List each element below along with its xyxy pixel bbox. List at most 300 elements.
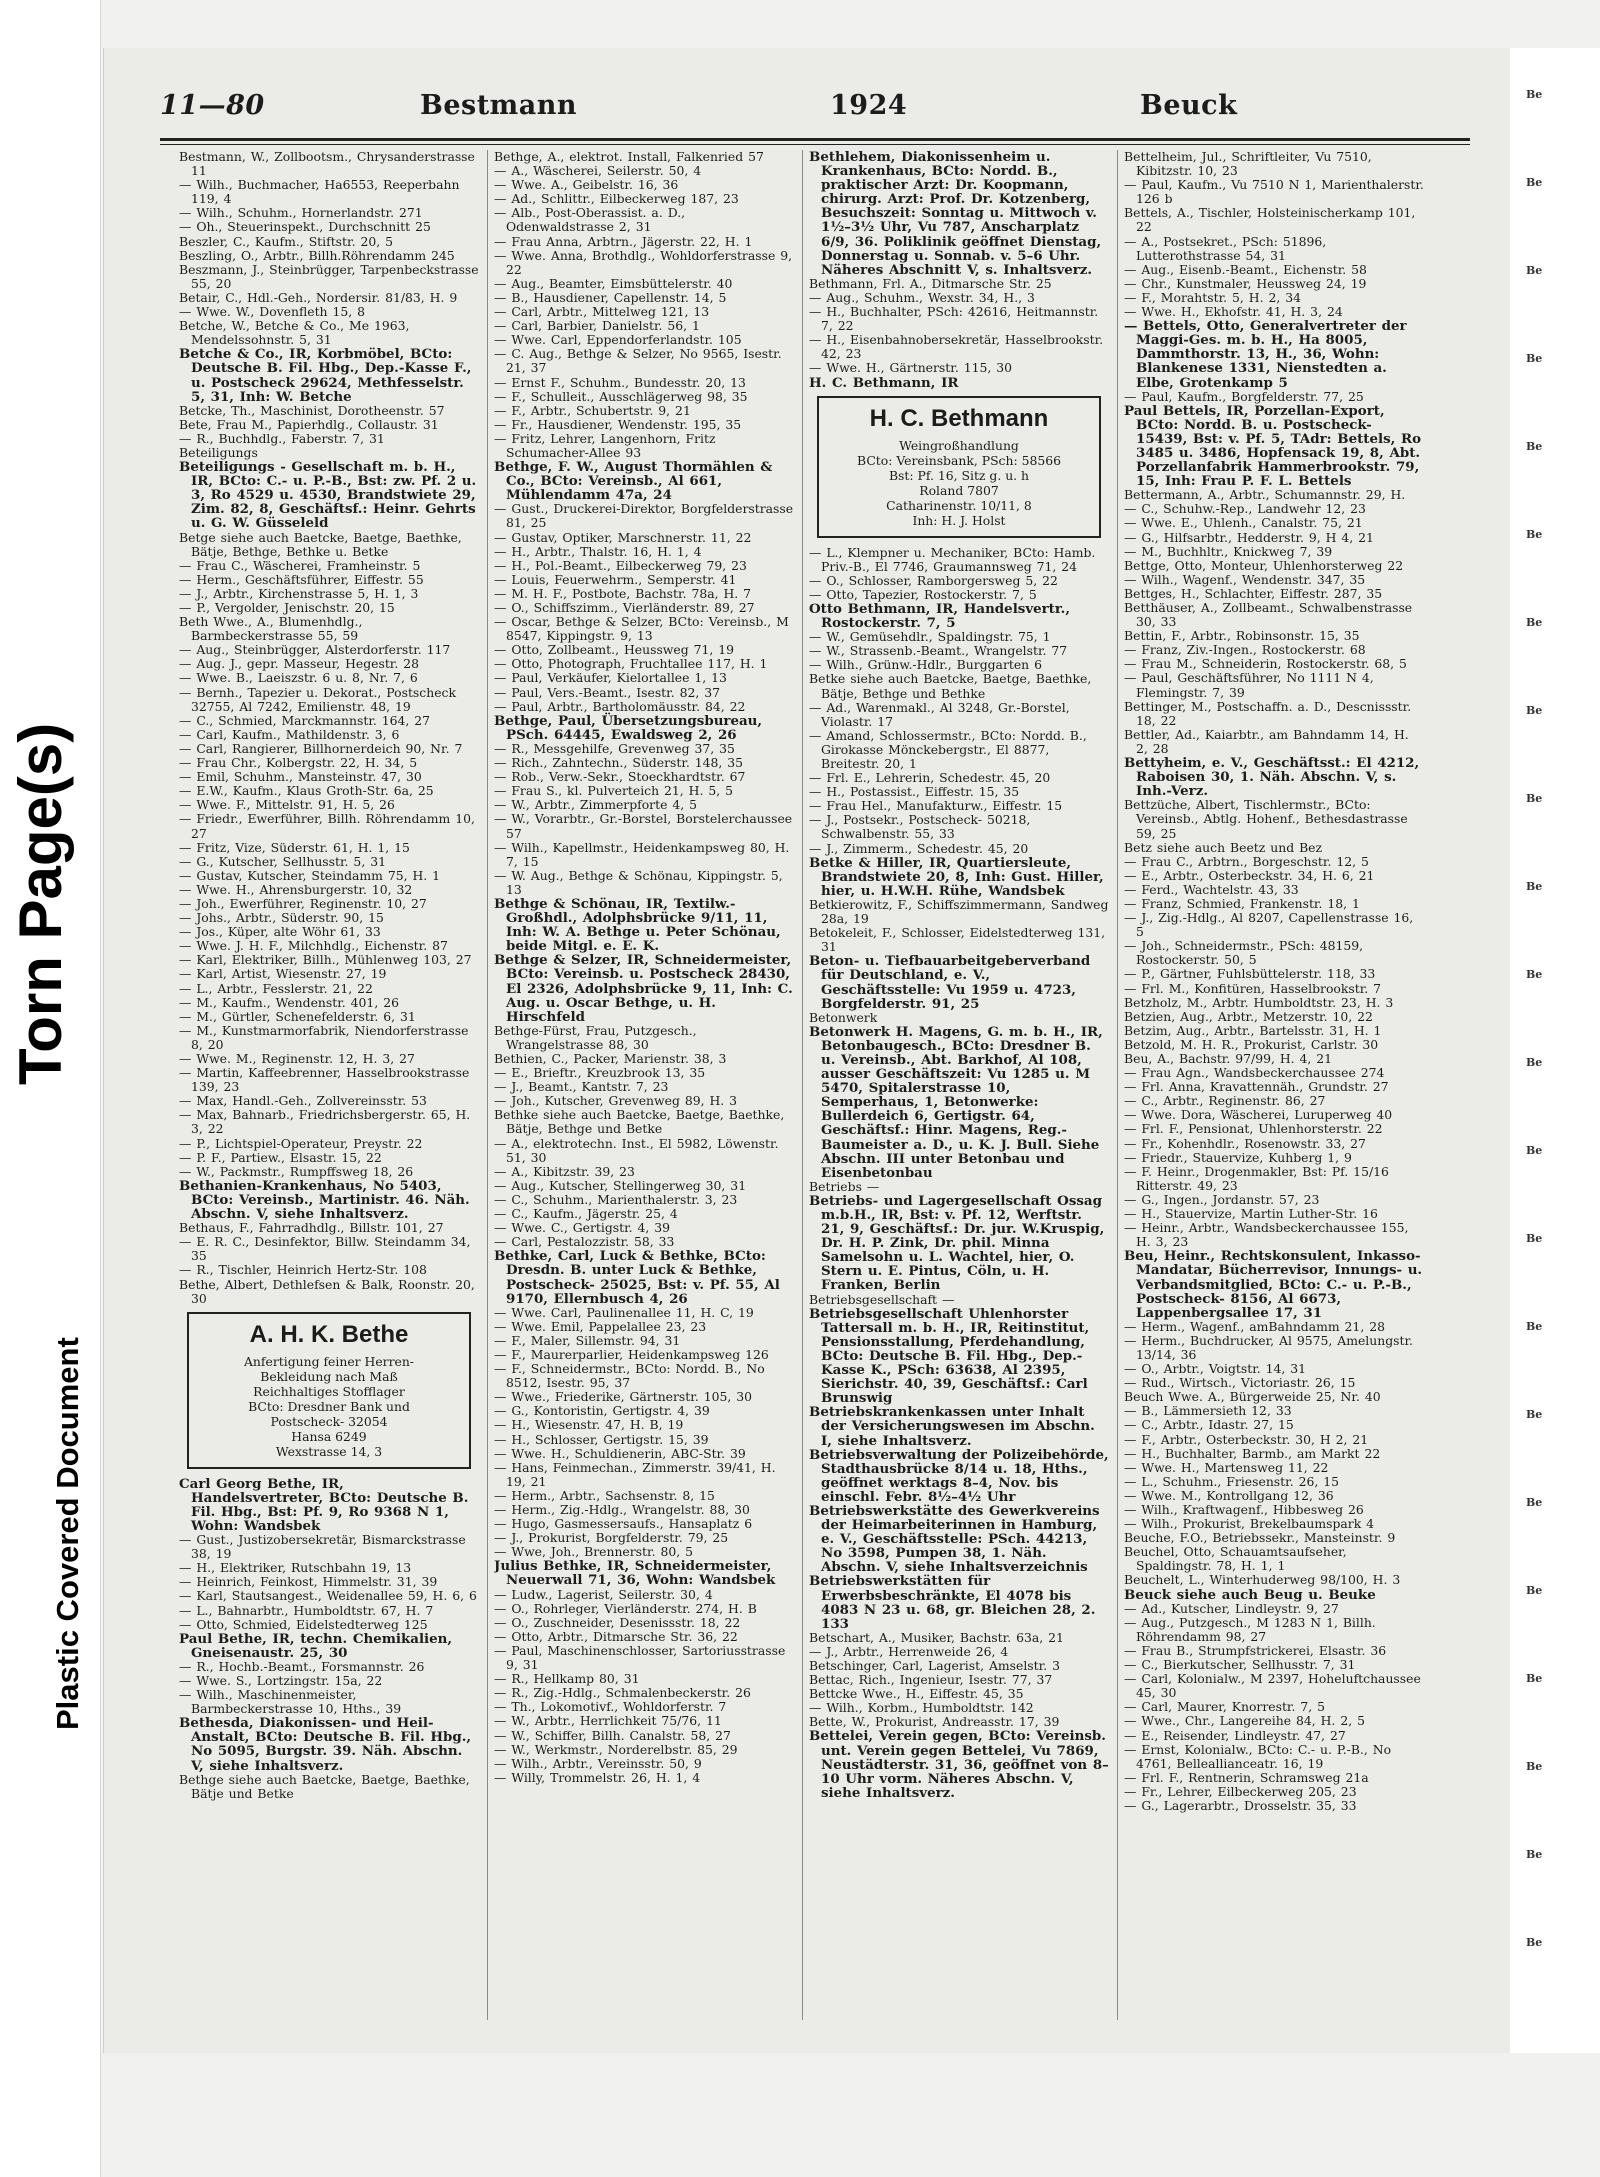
directory-entry: Bette, W., Prokurist, Andreasstr. 17, 39	[809, 1714, 1060, 1730]
directory-entry: — Chr., Kunstmaler, Heussweg 24, 19	[1124, 275, 1367, 291]
directory-entry: — Alb., Post-Oberassist. a. D., Odenwaldstrasse 2, 31	[494, 205, 686, 235]
directory-entry: Bethaus, F., Fahrradhdlg., Billstr. 101, 27	[179, 1220, 444, 1236]
directory-column-4	[1124, 150, 1424, 2020]
directory-entry: — Paul, Maschinenschlosser, Sartoriusstrasse 9, 31	[494, 1642, 786, 1673]
directory-entry: — Emil, Schuhm., Mansteinstr. 47, 30	[179, 769, 422, 785]
directory-entry: — J., Prokurist, Borgfelderstr. 79, 25	[494, 1530, 729, 1546]
directory-entry: — A., Wäscherei, Seilerstr. 50, 4	[494, 163, 702, 179]
directory-entry: — Oscar, Bethge & Selzer, BCto: Vereinsb., M 8547, Kippingstr. 9, 13	[494, 614, 789, 644]
directory-entry: — L., Schuhm., Friesenstr. 26, 15	[1124, 1473, 1339, 1489]
directory-entry: — C. Aug., Bethge & Selzer, No 9565, Isestr. 21, 37	[494, 346, 782, 376]
adjacent-page-fragment: Be	[1526, 968, 1543, 981]
directory-entry: — Gust., Justizobersekretär, Bismarckstrasse 38, 19	[179, 1532, 466, 1562]
directory-entry: — H., Postassist., Eiffestr. 15, 35	[809, 784, 1020, 800]
directory-entry: — Frau M., Schneiderin, Rostockerstr. 68, 5	[1124, 656, 1407, 672]
directory-entry: — Aug., Beamter, Eimsbüttelerstr. 40	[494, 275, 733, 291]
directory-entry: Bethke siehe auch Baetcke, Baetge, Baethke, Bätje, Bethge und Betke	[494, 1107, 785, 1137]
directory-entry: — Paul, Arbtr., Bartholomäusstr. 84, 22	[494, 698, 746, 714]
directory-entry: Beszling, O., Arbtr., Billh.Röhrendamm 245	[179, 247, 455, 263]
advertisement-line: Roland 7807	[919, 482, 999, 498]
directory-entry: — Bettels, Otto, Generalvertreter der Maggi-Ges. m. b. H., Ha 8005, Dammthorstr. 13, H., 36, Wohn: Blankenese 1331, Nienstedten a. Elbe, Grotenkamp 5	[1124, 318, 1407, 391]
directory-entry: — R., Zig.-Hdlg., Schmalenbeckerstr. 26	[494, 1685, 751, 1701]
directory-entry: — Wwe. W., Dovenfleth 15, 8	[179, 304, 365, 320]
directory-entry: — Frau S., kl. Pulverteich 21, H. 5, 5	[494, 783, 734, 799]
directory-entry: Bethesda, Diakonissen- und Heil-Anstalt, BCto: Deutsche B. Fil. Hbg., No 5095, Burgstr. 39. Näh. Abschn. V, siehe Inhaltsverz.	[179, 1715, 472, 1774]
adjacent-page-fragment: Be	[1526, 616, 1543, 629]
directory-column-2	[494, 150, 794, 2020]
directory-entry: Bettler, Ad., Kaiarbtr., am Bahndamm 14, H. 2, 28	[1124, 726, 1409, 756]
directory-entry: Beuche, F.O., Betriebssekr., Mansteinstr. 9	[1124, 1530, 1396, 1546]
advertisement-title: A. H. K. Bethe	[249, 1320, 409, 1348]
directory-entry: — Wilh., Schuhm., Hornerlandstr. 271	[179, 205, 423, 221]
directory-column-1	[179, 150, 479, 2020]
directory-entry: — F., Maurerparlier, Heidenkampsweg 126	[494, 1346, 769, 1362]
directory-entry: — W., Werkmstr., Norderelbstr. 85, 29	[494, 1741, 738, 1757]
advertisement-line: BCto: Dresdner Bank und	[248, 1398, 410, 1414]
directory-page	[103, 48, 1511, 2053]
directory-entry: — O., Arbtr., Voigtstr. 14, 31	[1124, 1361, 1307, 1377]
adjacent-page-fragment: Be	[1526, 1144, 1543, 1157]
directory-entry: — W. Aug., Bethge & Schönau, Kippingstr. 5, 13	[494, 867, 783, 897]
directory-entry: — Aug., Kutscher, Stellingerweg 30, 31	[494, 1177, 747, 1193]
directory-entry: — H., Eisenbahnobersekretär, Hasselbrookstr. 42, 23	[809, 332, 1104, 362]
directory-entry: — Frau Chr., Kolbergstr. 22, H. 34, 5	[179, 755, 418, 771]
directory-entry: — H., Elektriker, Rutschbahn 19, 13	[179, 1560, 412, 1576]
directory-entry: Carl Georg Bethe, IR, Handelsvertreter, BCto: Deutsche B. Fil. Hbg., Bst: Pf. 9, Ro 9368 N 1, Wohn: Wandsbek	[179, 1475, 469, 1534]
directory-entry: — Carl, Rangierer, Billhornerdeich 90, Nr. 7	[179, 740, 463, 756]
directory-entry: Bettin, F., Arbtr., Robinsonstr. 15, 35	[1124, 628, 1360, 644]
directory-entry: Bettzüche, Albert, Tischlermstr., BCto: Vereinsb., Abtlg. Hohenf., Bethesdastrasse 59, 25	[1124, 797, 1408, 841]
directory-entry: Betche & Co., IR, Korbmöbel, BCto: Deutsche B. Fil. Hbg., Dep.-Kasse F., u. Postscheck 29624, Methfesselstr. 5, 31, Inh: W. Betche	[179, 346, 472, 405]
directory-entry: — Herm., Arbtr., Sachsenstr. 8, 15	[494, 1487, 715, 1503]
adjacent-page-fragment: Be	[1526, 1760, 1543, 1773]
directory-entry: — Wwe. Carl, Paulinenallee 11, H. C, 19	[494, 1304, 754, 1320]
directory-entry: — Wwe. S., Lortzingstr. 15a, 22	[179, 1673, 383, 1688]
directory-entry: — W., Packmstr., Rumpffsweg 18, 26	[179, 1163, 414, 1179]
directory-entry: — A., Kibitzstr. 39, 23	[494, 1163, 635, 1179]
column-divider	[487, 150, 488, 2020]
directory-entry: Betke siehe auch Baetcke, Baetge, Baethke, Bätje, Bethge und Bethke	[809, 671, 1092, 701]
page-number: 11—80	[160, 90, 265, 121]
directory-entry: Paul Bethe, IR, techn. Chemikalien, Gneisenaustr. 25, 30	[179, 1630, 453, 1661]
directory-entry: — Th., Lokomotivf., Wohldorferstr. 7	[494, 1699, 727, 1715]
directory-entry: — C., Arbtr., Reginenstr. 86, 27	[1124, 1093, 1326, 1109]
directory-entry: — Paul, Verkäufer, Kielortallee 1, 13	[494, 670, 727, 686]
directory-entry: — Friedr., Stauervize, Kuhberg 1, 9	[1124, 1149, 1352, 1165]
advertisement-line: Bst: Pf. 16, Sitz g. u. h	[888, 467, 1030, 483]
directory-entry: — W., Schiffer, Billh. Canalstr. 58, 27	[494, 1727, 731, 1743]
advertisement-line: Bekleidung nach Maß	[260, 1368, 398, 1384]
directory-entry: Beuck siehe auch Beug u. Beuke	[1124, 1586, 1376, 1603]
directory-entry: — Frl. F., Pensionat, Uhlenhorsterstr. 22	[1124, 1121, 1383, 1137]
directory-entry: — Ernst, Kolonialw., BCto: C.- u. P.-B., No 4761, Belleallianceatr. 16, 19	[1124, 1741, 1392, 1771]
directory-entry: — Wwe. Emil, Pappelallee 23, 23	[494, 1318, 707, 1334]
directory-entry: — J., Zimmerm., Schedestr. 45, 20	[809, 840, 1029, 856]
directory-entry: — F., Arbtr., Osterbeckstr. 30, H 2, 21	[1124, 1431, 1369, 1447]
directory-entry: — E., Arbtr., Osterbeckstr. 34, H. 6, 21	[1124, 867, 1375, 883]
torn-pages-label: Torn Page(s)	[7, 722, 74, 1085]
directory-entry: — Otto, Photograph, Fruchtallee 117, H. 1	[494, 656, 768, 672]
directory-entry: — P. F., Partiew., Elsastr. 15, 22	[179, 1149, 382, 1165]
adjacent-page-fragment: Be	[1526, 1320, 1543, 1333]
directory-entry: — Paul, Vers.-Beamt., Isestr. 82, 37	[494, 684, 721, 700]
directory-entry: — J., Arbtr., Kirchenstrasse 5, H. 1, 3	[179, 585, 419, 601]
directory-entry: — Wilh., Grünw.-Hdlr., Burggarten 6	[809, 657, 1042, 673]
directory-entry: — O., Rohrleger, Vierländerstr. 274, H. B	[494, 1600, 757, 1616]
directory-entry: Betke & Hiller, IR, Quartiersleute, Brandstwiete 20, 8, Inh: Gust. Hiller, hier, u. H.W.H. Rühe, Wandsbek	[809, 854, 1104, 899]
directory-entry: — Aug., Schuhm., Wexstr. 34, H., 3	[809, 289, 1035, 305]
directory-entry: — Herm., Buchdrucker, Al 9575, Amelungstr. 13/14, 36	[1124, 1332, 1413, 1362]
directory-entry: — M., Buchhltr., Knickweg 7, 39	[1124, 543, 1333, 559]
directory-entry: — Aug., Steinbrügger, Alsterdorferstr. 117	[179, 642, 451, 658]
left-sidebar-label-strip	[0, 0, 101, 2177]
directory-entry: — P., Vergolder, Jenischstr. 20, 15	[179, 600, 395, 615]
directory-entry: — Wilh., Wagenf., Wendenstr. 347, 35	[1124, 571, 1366, 587]
directory-entry: — C., Arbtr., Idastr. 27, 15	[1124, 1417, 1294, 1433]
directory-entry: — E. R. C., Desinfektor, Billw. Steindamm 34, 35	[179, 1234, 471, 1264]
directory-entry: Bettac, Rich., Ingenieur, Isestr. 77, 37	[809, 1672, 1053, 1688]
directory-entry: — F., Maler, Sillemstr. 94, 31	[494, 1332, 681, 1348]
directory-entry: — R., Hochb.-Beamt., Forsmannstr. 26	[179, 1658, 425, 1674]
directory-entry: — W., Gemüsehdlr., Spaldingstr. 75, 1	[809, 629, 1051, 645]
directory-entry: — Franz, Ziv.-Ingen., Rostockerstr. 68	[1124, 642, 1366, 658]
adjacent-page-fragment: Be	[1526, 1584, 1543, 1597]
directory-entry: — R., Hellkamp 80, 31	[494, 1671, 640, 1687]
directory-entry: — W., Strassenb.-Beamt., Wrangelstr. 77	[809, 643, 1068, 659]
directory-entry: — Herm., Geschäftsführer, Eiffestr. 55	[179, 571, 424, 587]
directory-entry: — Rud., Wirtsch., Victoriastr. 26, 15	[1124, 1375, 1356, 1391]
advertisement-line: Catharinenstr. 10/11, 8	[886, 497, 1032, 513]
directory-entry: Betschinger, Carl, Lagerist, Amselstr. 3	[809, 1658, 1060, 1673]
directory-entry: Betz siehe auch Beetz und Bez	[1124, 839, 1323, 855]
directory-entry: Bethge, F. W., August Thormählen & Co., BCto: Vereinsb., Al 661, Mühlendamm 47a, 24	[494, 459, 773, 504]
directory-entry: Beuchelt, L., Winterhuderweg 98/100, H. 3	[1124, 1572, 1401, 1588]
directory-entry: — L., Arbtr., Fesslerstr. 21, 22	[179, 980, 373, 996]
directory-entry: Betriebswerkstätte des Gewerkvereins der Heimarbeiterinnen in Hamburg, e. V., Geschäftsstelle: PSch. 44213, No 3598, Pumpen 38, 1. Näh. Abschn. V, siehe Inhaltsverzeichnis	[809, 1502, 1100, 1576]
advertisement-line: Hansa 6249	[291, 1428, 367, 1444]
directory-entry: — Frau B., Strumpfstrickerei, Elsastr. 36	[1124, 1642, 1387, 1658]
directory-entry: Betthäuser, A., Zollbeamt., Schwalbenstrasse 30, 33	[1124, 600, 1413, 630]
directory-entry: — Aug., Putzgesch., M 1283 N 1, Billh. Röhrendamm 98, 27	[1124, 1614, 1376, 1644]
directory-entry: Betriebs —	[809, 1178, 880, 1194]
advertisement-line: Weingroßhandlung	[899, 437, 1019, 453]
directory-entry: — Louis, Feuerwehrm., Semperstr. 41	[494, 571, 737, 587]
directory-entry: — F. Heinr., Drogenmakler, Bst: Pf. 15/16 Ritterstr. 49, 23	[1124, 1163, 1389, 1193]
directory-entry: Bettermann, A., Arbtr., Schumannstr. 29, H.	[1124, 487, 1406, 503]
directory-entry: — Karl, Artist, Wiesenstr. 27, 19	[179, 966, 387, 982]
adjacent-page-fragment: Be	[1526, 88, 1543, 101]
directory-entry: — Otto, Arbtr., Ditmarsche Str. 36, 22	[494, 1628, 738, 1644]
directory-entry: — Aug., Eisenb.-Beamt., Eichenstr. 58	[1124, 261, 1367, 277]
directory-entry: — Wwe. J. H. F., Milchhdlg., Eichenstr. 87	[179, 938, 448, 954]
directory-entry: — Fr., Kohenhdlr., Rosenowstr. 33, 27	[1124, 1135, 1366, 1151]
directory-entry: — J., Postsekr., Postscheck- 50218, Schwalbenstr. 55, 33	[809, 812, 1031, 842]
directory-entry: — Hans, Feinmechan., Zimmerstr. 39/41, H. 19, 21	[494, 1459, 776, 1489]
adjacent-page-fragment: Be	[1526, 792, 1543, 805]
directory-column-3	[809, 150, 1109, 2020]
directory-entry: — Wwe. M., Kontrollgang 12, 36	[1124, 1487, 1334, 1503]
directory-entry: — Wwe. H., Ahrensburgerstr. 10, 32	[179, 881, 413, 897]
adjacent-page-fragment: Be	[1526, 1056, 1543, 1069]
directory-entry: — M. H. F., Postbote, Bachstr. 78a, H. 7	[494, 585, 752, 601]
advertisement-line: Reichhaltiges Stofflager	[253, 1383, 405, 1399]
directory-entry: — G., Ingen., Jordanstr. 57, 23	[1124, 1191, 1320, 1207]
advertisement-line: BCto: Vereinsbank, PSch: 58566	[856, 452, 1062, 468]
directory-entry: Bethmann, Frl. A., Ditmarsche Str. 25	[809, 275, 1052, 291]
directory-entry: — Paul, Geschäftsführer, No 1111 N 4, Flemingstr. 7, 39	[1124, 670, 1374, 700]
directory-entry: Bettcke Wwe., H., Eiffestr. 45, 35	[809, 1686, 1024, 1702]
directory-entry: Paul Bettels, IR, Porzellan-Export, BCto: Nordd. B. u. Postscheck- 15439, Bst: v. Pf. 5, TAdr: Bettels, Ro 3485 u. 3486, Hopfensack 19, 8, Abt. Porzellanfabrik Hammerbrookstr. 79, 15, Inh: Frau P. F. L. Bettels	[1124, 402, 1422, 490]
advertisement-box	[817, 396, 1101, 538]
directory-entry: — M., Kunstmarmorfabrik, Niendorferstrasse 8, 20	[179, 1022, 469, 1052]
directory-entry: Bettge, Otto, Monteur, Uhlenhorsterweg 22	[1124, 557, 1404, 573]
header-first-name: Bestmann	[420, 90, 577, 121]
directory-entry: — G., Kontoristin, Gertigstr. 4, 39	[494, 1403, 710, 1419]
directory-entry: Bethge siehe auch Baetcke, Baetge, Baethke, Bätje und Betke	[179, 1771, 470, 1801]
directory-entry: — M., Kaufm., Wendenstr. 401, 26	[179, 994, 399, 1010]
directory-entry: — O., Schlosser, Ramborgersweg 5, 22	[809, 572, 1058, 588]
directory-entry: Julius Bethke, IR, Schneidermeister, Neuerwall 71, 36, Wohn: Wandsbek	[494, 1558, 776, 1589]
directory-entry: — J., Arbtr., Herrenweide 26, 4	[809, 1643, 1009, 1659]
directory-entry: Bettinger, M., Postschaffn. a. D., Descnissstr. 18, 22	[1124, 698, 1412, 728]
directory-entry: — Carl, Pestalozzistr. 58, 33	[494, 1234, 675, 1250]
directory-entry: — P., Gärtner, Fuhlsbüttelerstr. 118, 33	[1124, 966, 1376, 982]
directory-entry: — Ad., Warenmakl., Al 3248, Gr.-Borstel, Violastr. 17	[809, 699, 1070, 729]
directory-entry: Bethlehem, Diakonissenheim u. Krankenhaus, BCto: Nordd. B., praktischer Arzt: Dr. Koopmann, chirurg. Arzt: Prof. Dr. Kotzenberg, Besuchszeit: Sonntag u. Mittwoch v. 1½–3½ Uhr, Vu 787, Anscharplatz 6/9, 36. Poliklinik geöffnet Dienstag, Donnerstag u. Sonnab. v. 5–6 Uhr. Näheres Abschnitt V, s. Inhaltsverz.	[809, 150, 1102, 278]
directory-entry: — J., Zig.-Hdlg., Al 8207, Capellenstrasse 16, 5	[1124, 910, 1414, 940]
advertisement-line: Postscheck- 32054	[270, 1413, 388, 1429]
directory-entry: — Carl, Barbier, Danielstr. 56, 1	[494, 318, 700, 334]
directory-entry: — Wwe. B., Laeiszstr. 6 u. 8, Nr. 7, 6	[179, 670, 418, 686]
adjacent-page-fragment: Be	[1526, 1496, 1543, 1509]
adjacent-page-fragment: Be	[1526, 440, 1543, 453]
adjacent-page-edge	[1510, 48, 1600, 2053]
advertisement-line: Inh: H. J. Holst	[912, 512, 1006, 528]
directory-entry: — B., Hausdiener, Capellenstr. 14, 5	[494, 289, 727, 305]
adjacent-page-fragment: Be	[1526, 264, 1543, 277]
adjacent-page-fragment: Be	[1526, 176, 1543, 189]
directory-entry: Otto Bethmann, IR, Handelsvertr., Rostockerstr. 7, 5	[809, 600, 1071, 632]
directory-entry: Bettyheim, e. V., Geschäftsst.: El 4212, Raboisen 30, 1. Näh. Abschn. V, s. Inh.-Verz.	[1124, 755, 1420, 800]
directory-entry: — Martin, Kaffeebrenner, Hasselbrookstrasse 139, 23	[179, 1065, 470, 1095]
directory-entry: — F., Schneidermstr., BCto: Nordd. B., No 8512, Isestr. 95, 37	[494, 1361, 765, 1391]
directory-entry: Beth Wwe., A., Blumenhdlg., Barmbeckerstrasse 55, 59	[179, 614, 363, 644]
directory-entry: Beuchel, Otto, Schauamtsaufseher, Spaldingstr. 78, H. 1, 1	[1124, 1544, 1347, 1574]
directory-entry: Betzholz, M., Arbtr. Humboldtstr. 23, H. 3	[1124, 994, 1394, 1010]
directory-entry: — Max, Handl.-Geh., Zollvereinsstr. 53	[179, 1093, 427, 1109]
directory-entry: — J., Beamt., Kantstr. 7, 23	[494, 1079, 669, 1095]
advertisement-title: H. C. Bethmann	[869, 404, 1049, 432]
directory-entry: — Wwe., Chr., Langereihe 84, H. 2, 5	[1124, 1713, 1365, 1729]
directory-entry: — Wilh., Arbtr., Vereinsstr. 50, 9	[494, 1755, 702, 1771]
directory-entry: — Joh., Kutscher, Grevenweg 89, H. 3	[494, 1093, 738, 1109]
directory-entry: — H., Wiesenstr. 47, H. B, 19	[494, 1417, 684, 1433]
directory-entry: — Rich., Zahntechn., Süderstr. 148, 35	[494, 755, 744, 771]
directory-entry: — G., Kutscher, Sellhusstr. 5, 31	[179, 853, 386, 869]
directory-entry: Betzold, M. H. R., Prokurist, Carlstr. 30	[1124, 1036, 1379, 1052]
directory-entry: — Wilh., Prokurist, Brekelbaumspark 4	[1124, 1516, 1375, 1532]
directory-entry: — Herm., Wagenf., amBahndamm 21, 28	[1124, 1318, 1385, 1334]
adjacent-page-fragment: Be	[1526, 1848, 1543, 1861]
directory-entry: — H., Buchhalter, Barmb., am Markt 22	[1124, 1445, 1381, 1461]
directory-entry: — Friedr., Ewerführer, Billh. Röhrendamm 10, 27	[179, 811, 475, 841]
directory-entry: — Paul, Kaufm., Borgfelderstr. 77, 25	[1124, 388, 1364, 404]
directory-entry: — Franz, Schmied, Frankenstr. 18, 1	[1124, 895, 1360, 911]
directory-entry: Beszler, C., Kaufm., Stiftstr. 20, 5	[179, 233, 393, 249]
adjacent-page-fragment: Be	[1526, 1672, 1543, 1685]
directory-entry: Bethien, C., Packer, Marienstr. 38, 3	[494, 1051, 727, 1066]
directory-entry: — Wwe. Anna, Brothdlg., Wohldorferstrasse 9, 22	[494, 247, 793, 277]
directory-entry: — Heinrich, Feinkost, Himmelstr. 31, 39	[179, 1574, 438, 1590]
adjacent-page-fragment: Be	[1526, 1936, 1543, 1949]
directory-entry: Beton- u. Tiefbauarbeitgeberverband für Deutschland, e. V., Geschäftsstelle: Vu 1959 u. 4723, Borgfelderstr. 91, 25	[809, 953, 1091, 1012]
directory-entry: — Paul, Kaufm., Vu 7510 N 1, Marienthalerstr. 126 b	[1124, 177, 1424, 207]
directory-entry: — Wilh., Maschinenmeister, Barmbeckerstrasse 10, Hths., 39	[179, 1687, 402, 1717]
directory-entry: — Wilh., Korbm., Humboldtstr. 142	[809, 1700, 1034, 1716]
directory-entry: — Rob., Verw.-Sekr., Stoeckhardtstr. 67	[494, 769, 746, 785]
directory-entry: Betzien, Aug., Arbtr., Metzerstr. 10, 22	[1124, 1008, 1373, 1024]
directory-entry: — Frau C., Wäscherei, Framheinstr. 5	[179, 557, 421, 573]
directory-entry: — G., Hilfsarbtr., Hedderstr. 9, H 4, 21	[1124, 529, 1374, 545]
directory-entry: Bethge & Schönau, IR, Textilw.-Großhdl., Adolphsbrücke 9/11, 11, Inh: W. A. Bethge u. Peter Schönau, beide Mitgl. e. E. K.	[494, 895, 781, 955]
directory-entry: — Otto, Schmied, Eidelstedterweg 125	[179, 1616, 428, 1632]
directory-entry: — O., Schiffszimm., Vierländerstr. 89, 27	[494, 600, 755, 615]
directory-entry: Betonwerk H. Magens, G. m. b. H., IR, Betonbaugesch., BCto: Dresdner B. u. Vereinsb., Abt. Barkhof, Al 108, ausser Geschäftszeit: Vu 1285 u. M 5470, Spitalerstrasse 10, Semperhaus, 1, Betonwerke: Bullerdeich 6, Gertigstr. 64, Geschäftsf.: Hinr. Magens, Reg.-Baumeister a. D., u. K. J. Bull. Siehe Abschn. III unter Betonbau und Eisenbetonbau	[809, 1023, 1103, 1181]
directory-entry: — Joh., Ewerführer, Reginenstr. 10, 27	[179, 895, 427, 911]
directory-entry: — Joh., Schneidermstr., PSch: 48159, Rostockerstr. 50, 5	[1124, 938, 1364, 968]
directory-entry: — C., Kaufm., Jägerstr. 25, 4	[494, 1206, 678, 1222]
directory-entry: Betschart, A., Musiker, Bachstr. 63a, 21	[809, 1629, 1064, 1645]
directory-entry: — Frau Anna, Arbtrn., Jägerstr. 22, H. 1	[494, 233, 753, 249]
directory-entry: — Ad., Kutscher, Lindleystr. 9, 27	[1124, 1600, 1339, 1616]
page-header	[160, 90, 1470, 134]
directory-entry: — F., Morahtstr. 5, H. 2, 34	[1124, 289, 1301, 305]
directory-entry: — Frau Agn., Wandsbeckerchaussee 274	[1124, 1065, 1385, 1081]
directory-entry: — Ludw., Lagerist, Seilerstr. 30, 4	[494, 1586, 713, 1602]
directory-entry: Betriebskrankenkassen unter Inhalt der Versicherungswesen im Abschn. I, siehe Inhaltsverz.	[809, 1404, 1095, 1449]
directory-entry: Betriebsverwaltung der Polizeibehörde, Stadthausbrücke 8/14 u. 18, Hths., geöffnet werktags 8–4, Nov. bis einschl. Febr. 8½–4½ Uhr	[809, 1446, 1109, 1505]
directory-entry: Bettelheim, Jul., Schriftleiter, Vu 7510, Kibitzstr. 10, 23	[1124, 150, 1372, 179]
directory-entry: — Ernst F., Schuhm., Bundesstr. 20, 13	[494, 374, 746, 390]
directory-entry: — Heinr., Arbtr., Wandsbeckerchaussee 155, H. 3, 23	[1124, 1220, 1409, 1250]
directory-entry: — Wilh., Kapellmstr., Heidenkampsweg 80, H. 7, 15	[494, 839, 790, 869]
directory-entry: Beu, A., Bachstr. 97/99, H. 4, 21	[1124, 1051, 1333, 1066]
directory-entry: — Wilh., Kraftwagenf., Hibbesweg 26	[1124, 1502, 1364, 1517]
directory-entry: Bethe, Albert, Dethlefsen & Balk, Roonstr. 20, 30	[179, 1276, 475, 1306]
directory-entry: — Carl, Kolonialw., M 2397, Hoheluftchaussee 45, 30	[1124, 1671, 1421, 1701]
directory-entry: — Frl. Anna, Kravattennäh., Grundstr. 27	[1124, 1079, 1389, 1095]
directory-entry: Betcke, Th., Maschinist, Dorotheenstr. 57	[179, 402, 445, 418]
directory-entry: Bethge, A., elektrot. Install, Falkenried 57	[494, 150, 764, 164]
header-rule-thick	[160, 138, 1470, 141]
directory-entry: Betriebs- und Lagergesellschaft Ossag m.b.H., IR, Bst: v. Pf. 12, Werftstr. 21, 9, Geschäftsf.: Dr. jur. W.Kruspig, Dr. H. P. Zink, Dr. phil. Minna Samelsohn u. L. Wachtel, hier, O. Stern u. E. Pintus, Cöln, u. H. Franken, Berlin	[809, 1192, 1105, 1294]
directory-entry: — Aug. J., gepr. Masseur, Hegestr. 28	[179, 656, 420, 672]
directory-entry: — W., Arbtr., Herrlichkeit 75/76, 11	[494, 1713, 722, 1729]
directory-entry: — Fritz, Lehrer, Langenhorn, Fritz Schumacher-Allee 93	[494, 430, 716, 460]
directory-entry: — Wwe. M., Reginenstr. 12, H. 3, 27	[179, 1051, 415, 1066]
directory-entry: Bethanien-Krankenhaus, No 5403, BCto: Vereinsb., Martinistr. 46. Näh. Abschn. V, siehe Inhaltsverz.	[179, 1177, 470, 1223]
directory-entry: — Carl, Arbtr., Mittelweg 121, 13	[494, 304, 710, 320]
directory-entry: Betriebsgesellschaft —	[809, 1291, 955, 1307]
directory-entry: — Fr., Hausdiener, Wendenstr. 195, 35	[494, 416, 742, 432]
directory-entry: — E.W., Kaufm., Klaus Groth-Str. 6a, 25	[179, 783, 434, 799]
directory-entry: — Karl, Stautsangest., Weidenallee 59, H. 6, 6	[179, 1588, 477, 1604]
adjacent-page-fragment: Be	[1526, 352, 1543, 365]
directory-entry: — Herm., Zig.-Hdlg., Wrangelstr. 88, 30	[494, 1502, 750, 1517]
directory-entry: Betair, C., Hdl.-Geh., Nordersir. 81/83, H. 9	[179, 289, 458, 305]
directory-entry: Betzim, Aug., Arbtr., Bartelsstr. 31, H. 1	[1124, 1022, 1382, 1038]
advertisement-box	[187, 1312, 471, 1469]
directory-entry: — L., Klempner u. Mechaniker, BCto: Hamb. Priv.-B., El 7746, Graumannsweg 71, 24	[809, 544, 1096, 574]
column-divider	[1117, 150, 1118, 2020]
directory-entry: — Wilh., Buchmacher, Ha6553, Reeperbahn 119, 4	[179, 177, 460, 207]
directory-entry: — M., Gürtler, Schenefelderstr. 6, 31	[179, 1008, 416, 1024]
directory-entry: — W., Arbtr., Zimmerpforte 4, 5	[494, 797, 697, 813]
directory-entry: — E., Reisender, Lindleystr. 47, 27	[1124, 1727, 1346, 1743]
directory-entry: — Carl, Kaufm., Mathildenstr. 3, 6	[179, 726, 400, 742]
directory-entry: — Frau C., Arbtrn., Borgeschstr. 12, 5	[1124, 853, 1369, 869]
directory-entry: — Wwe. H., Ekhofstr. 41, H. 3, 24	[1124, 304, 1343, 320]
directory-entry: — Otto, Tapezier, Rostockerstr. 7, 5	[809, 586, 1037, 602]
directory-entry: — Frl. M., Konfitüren, Hasselbrookstr. 7	[1124, 980, 1382, 996]
directory-entry: — C., Schuhw.-Rep., Landwehr 12, 23	[1124, 501, 1366, 517]
directory-entry: — A., elektrotechn. Inst., El 5982, Löwenstr. 51, 30	[494, 1135, 779, 1165]
column-divider	[802, 150, 803, 2020]
directory-entry: — A., Postsekret., PSch: 51896, Lutterothstrasse 54, 31	[1124, 233, 1327, 263]
directory-entry: — Wwe. C., Gertigstr. 4, 39	[494, 1220, 671, 1236]
directory-entry: — Wwe. H., Martensweg 11, 22	[1124, 1459, 1329, 1475]
directory-entry: Beszmann, J., Steinbrügger, Tarpenbeckstrasse 55, 20	[179, 261, 479, 291]
directory-entry: Bestmann, W., Zollbootsm., Chrysanderstrasse 11	[179, 150, 475, 179]
directory-entry: Bethge & Selzer, IR, Schneidermeister, BCto: Vereinsb. u. Postscheck 28430, El 2326, Adolphsbrücke 9, 11, Inh: C. Aug. u. Oscar Bethge, u. H. Hirschfeld	[494, 952, 793, 1025]
directory-entry: — P., Lichtspiel-Operateur, Preystr. 22	[179, 1135, 423, 1151]
directory-entry: — Frl. F., Rentnerin, Schramsweg 21a	[1124, 1769, 1369, 1785]
directory-entry: Beteiligungs	[179, 444, 258, 460]
directory-entry: — Gustav, Kutscher, Steindamm 75, H. 1	[179, 867, 441, 883]
directory-entry: — Wwe. H., Gärtnerstr. 115, 30	[809, 360, 1012, 376]
directory-entry: Betche, W., Betche & Co., Me 1963, Mendelssohnstr. 5, 31	[179, 318, 410, 348]
directory-entry: — W., Vorarbtr., Gr.-Borstel, Borstelerchaussee 57	[494, 811, 793, 841]
directory-entry: — Wwe. E., Uhlenh., Canalstr. 75, 21	[1124, 515, 1363, 531]
adjacent-page-fragment: Be	[1526, 528, 1543, 541]
directory-entry: Betokeleit, F., Schlosser, Eidelstedterweg 131, 31	[809, 925, 1106, 955]
directory-entry: — Wwe. H., Schuldienerin, ABC-Str. 39	[494, 1445, 746, 1461]
advertisement-line: Wexstrasse 14, 3	[275, 1443, 383, 1459]
directory-entry: — Otto, Zollbeamt., Heussweg 71, 19	[494, 642, 735, 658]
directory-entry: Bethge, Paul, Übersetzungsbureau, PSch. 64445, Ewaldsweg 2, 26	[494, 712, 763, 743]
directory-entry: — Bernh., Tapezier u. Dekorat., Postscheck 32755, Al 7242, Emilienstr. 48, 19	[179, 684, 456, 714]
directory-entry: — Johs., Arbtr., Süderstr. 90, 15	[179, 910, 384, 926]
directory-entry: — Gustav, Optiker, Marschnerstr. 11, 22	[494, 529, 752, 545]
directory-entry: Bettges, H., Schlachter, Eiffestr. 287, 35	[1124, 585, 1383, 601]
directory-entry: — G., Lagerarbtr., Drosselstr. 35, 33	[1124, 1797, 1357, 1813]
directory-entry: — Willy, Trommelstr. 26, H. 1, 4	[494, 1769, 701, 1785]
directory-entry: — Oh., Steuerinspekt., Durchschnitt 25	[179, 219, 431, 235]
directory-entry: — C., Schuhm., Marienthalerstr. 3, 23	[494, 1191, 738, 1207]
adjacent-page-fragment: Be	[1526, 1408, 1543, 1421]
directory-entry: — Ferd., Wachtelstr. 43, 33	[1124, 881, 1299, 897]
directory-entry: — Wwe. Dora, Wäscherei, Luruperweg 40	[1124, 1107, 1393, 1123]
directory-entry: — Hugo, Gasmessersaufs., Hansaplatz 6	[494, 1516, 753, 1532]
directory-entry: Betriebsgesellschaft Uhlenhorster Tattersall m. b. H., IR, Reitinstitut, Pensionsstallung, Pferdehandlung, BCto: Deutsche B. Fil. Hbg., Dep.-Kasse K., PSch: 63638, Al 2395, Sierichstr. 40, 39, Geschäftsf.: Carl Brunswig	[809, 1305, 1090, 1407]
directory-entry: — Ad., Schlittr., Eilbeckerweg 187, 23	[494, 191, 739, 207]
directory-entry: Betkierowitz, F., Schiffszimmermann, Sandweg 28a, 19	[809, 896, 1109, 927]
directory-entry: — C., Bierkutscher, Sellhusstr. 7, 31	[1124, 1657, 1356, 1673]
directory-entry: — H., Buchhalter, PSch: 42616, Heitmannstr. 7, 22	[809, 304, 1099, 334]
directory-entry: Beuch Wwe. A., Bürgerweide 25, Nr. 40	[1124, 1389, 1381, 1405]
directory-entry: Betriebswerkstätten für Erwerbsbeschränkte, El 4078 bis 4083 N 23 u. 68, gr. Bleichen 28, 2. 133	[809, 1573, 1096, 1632]
adjacent-page-fragment: Be	[1526, 1232, 1543, 1245]
